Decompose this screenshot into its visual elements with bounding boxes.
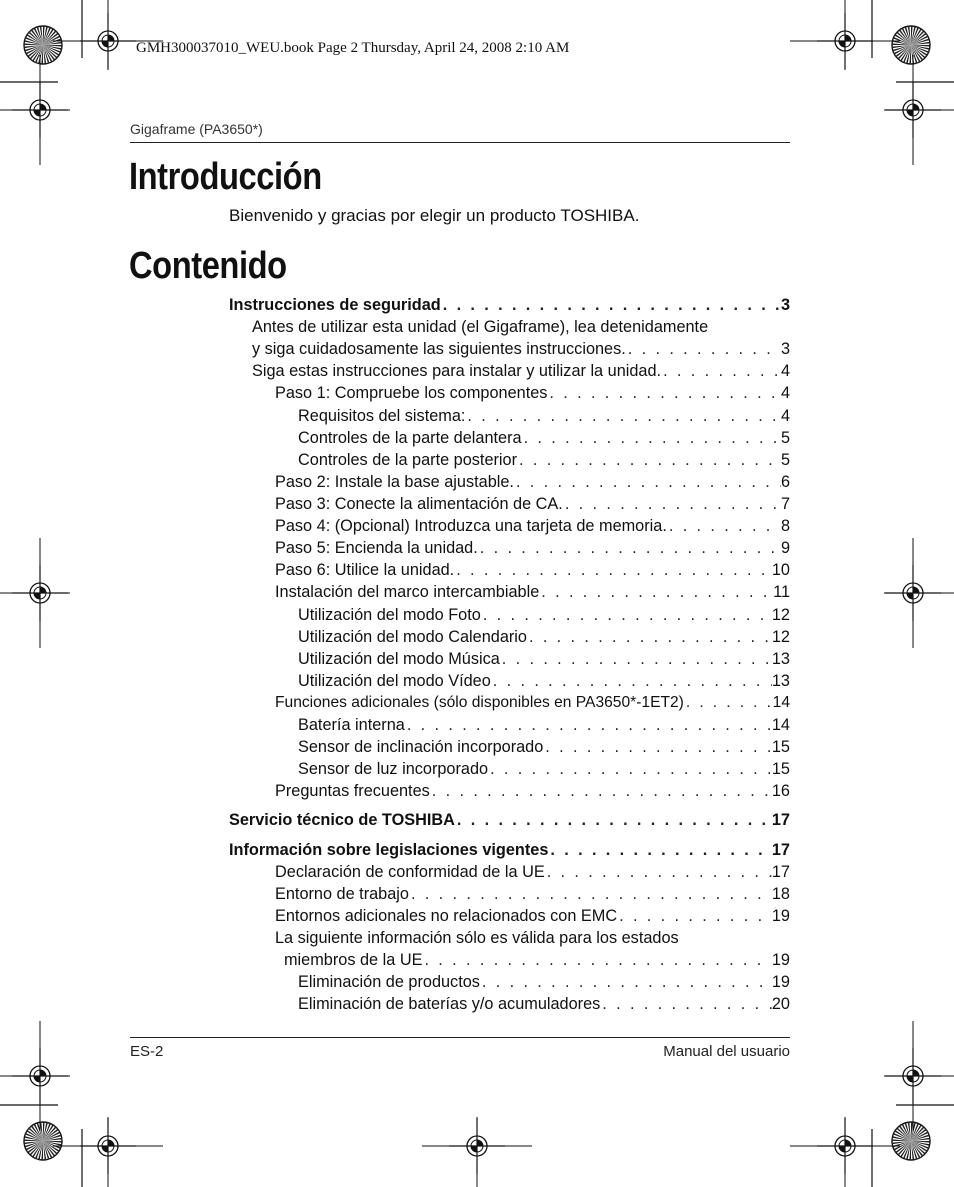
toc-entry[interactable]: Utilización del modo Vídeo . . . 13 (298, 670, 790, 692)
toc-entry[interactable]: Paso 5: Encienda la unidad. . . . 9 (275, 537, 790, 559)
toc-entry[interactable]: Eliminación de productos . . . 19 (298, 971, 790, 993)
toc-entry[interactable]: Sensor de inclinación incorporado . . . 15 (298, 736, 790, 758)
toc-entry[interactable]: Instalación del marco intercambiable . . . 11 (275, 581, 790, 603)
toc-entry[interactable]: Funciones adicionales (sólo disponibles en PA3650*-1ET2) . . . 14 (275, 692, 790, 714)
toc-entry[interactable]: Paso 3: Conecte la alimentación de CA. . . . 7 (275, 493, 790, 515)
toc-entry[interactable]: Paso 4: (Opcional) Introduzca una tarjeta de memoria. . . . 8 (275, 515, 790, 537)
footer-title: Manual del usuario (663, 1043, 790, 1060)
toc-entry[interactable]: Requisitos del sistema: . . . 4 (298, 405, 790, 427)
toc-entry[interactable]: Siga estas instrucciones para instalar y utilizar la unidad. . . . 4 (252, 360, 790, 382)
toc-entry[interactable]: Sensor de luz incorporado . . . 15 (298, 758, 790, 780)
intro-heading: Introducción (129, 156, 322, 198)
toc-entry[interactable]: Batería interna . . . 14 (298, 714, 790, 736)
registration-star-icon (892, 26, 930, 64)
toc-entry[interactable]: Paso 2: Instale la base ajustable. . . . 6 (275, 471, 790, 493)
page-number: ES-2 (130, 1043, 164, 1060)
toc-entry[interactable]: Utilización del modo Calendario . . . 12 (298, 626, 790, 648)
toc-entry[interactable]: Entorno de trabajo . . . 18 (275, 883, 790, 905)
toc-entry[interactable]: miembros de la UE . . . 19 (284, 949, 790, 971)
toc-entry[interactable]: Controles de la parte posterior . . . 5 (298, 449, 790, 471)
toc-entry[interactable]: Eliminación de baterías y/o acumuladores . . . 20 (298, 993, 790, 1015)
registration-star-icon (892, 1122, 930, 1160)
toc-entry[interactable]: Antes de utilizar esta unidad (el Gigaframe), lea detenidamente (252, 318, 709, 336)
contents-heading: Contenido (129, 245, 287, 287)
toc-entry[interactable]: Paso 6: Utilice la unidad. . . . 10 (275, 559, 790, 581)
toc-entry[interactable]: Paso 1: Compruebe los componentes . . . 4 (275, 382, 790, 404)
registration-star-icon (24, 26, 62, 64)
toc-entry[interactable]: Controles de la parte delantera . . . 5 (298, 427, 790, 449)
intro-paragraph: Bienvenido y gracias por elegir un producto TOSHIBA. (229, 206, 640, 225)
toc-entry[interactable]: y siga cuidadosamente las siguientes instrucciones. . . . 3 (252, 338, 790, 360)
toc-entry[interactable]: Información sobre legislaciones vigentes . . . 17 (229, 839, 790, 861)
toc-entry[interactable]: Utilización del modo Foto . . . 12 (298, 604, 790, 626)
toc-entry[interactable]: Preguntas frecuentes . . . 16 (275, 780, 790, 802)
toc-entry[interactable]: Instrucciones de seguridad . . . 3 (229, 294, 790, 316)
toc-entry[interactable]: La siguiente información sólo es válida para los estados (275, 929, 679, 947)
toc-entry[interactable]: Servicio técnico de TOSHIBA . . . 17 (229, 809, 790, 831)
toc-entry[interactable]: Entornos adicionales no relacionados con EMC . . . 19 (275, 905, 790, 927)
toc-entry[interactable]: Utilización del modo Música . . . 13 (298, 648, 790, 670)
registration-star-icon (24, 1122, 62, 1160)
running-header: Gigaframe (PA3650*) (130, 121, 263, 137)
print-slug: GMH300037010_WEU.book Page 2 Thursday, April 24, 2008 2:10 AM (136, 40, 570, 56)
toc-entry[interactable]: Declaración de conformidad de la UE . . . 17 (275, 861, 790, 883)
